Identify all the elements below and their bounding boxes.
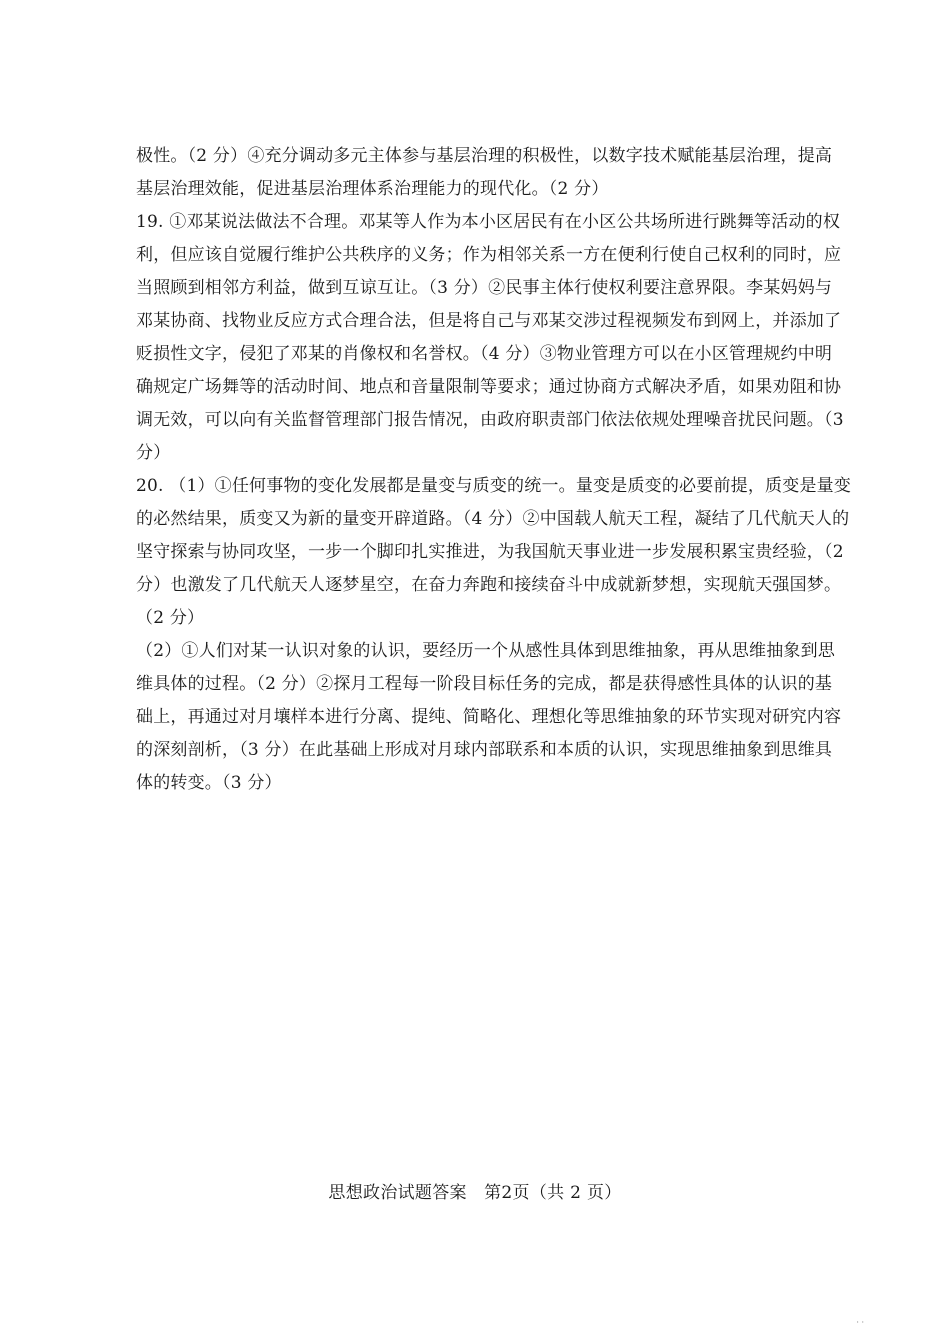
text-line: 维具体的过程。（2 分）②探月工程每一阶段目标任务的完成，都是获得感性具体的认识的基 [136, 674, 833, 694]
text-line: 贬损性文字，侵犯了邓某的肖像权和名誉权。（4 分）③物业管理方可以在小区管理规约中明 [136, 344, 833, 364]
text-line: 20. （1）①任何事物的变化发展都是量变与质变的统一。量变是质变的必要前提，质变是量变 [136, 476, 852, 496]
answer-content [136, 140, 852, 800]
text-line: 基层治理效能，促进基层治理体系治理能力的现代化。（2 分） [136, 179, 609, 199]
text-line: 分） [136, 443, 171, 463]
text-line: 利，但应该自觉履行维护公共秩序的义务；作为相邻关系一方在便利行使自己权利的同时，应 [136, 245, 842, 265]
text-line: 的深刻剖析，（3 分）在此基础上形成对月球内部联系和本质的认识，实现思维抽象到思维具 [136, 740, 833, 760]
text-line: 础上，再通过对月壤样本进行分离、提纯、简略化、理想化等思维抽象的环节实现对研究内容 [136, 707, 842, 727]
text-line: 19. ①邓某说法做法不合理。邓某等人作为本小区居民有在小区公共场所进行跳舞等活动的权 [136, 212, 841, 232]
text-line: 邓某协商、找物业反应方式合理合法，但是将自己与邓某交涉过程视频发布到网上，并添加了 [136, 311, 842, 331]
text-line: 确规定广场舞等的活动时间、地点和音量限制等要求；通过协商方式解决矛盾，如果劝阻和协 [136, 377, 842, 397]
text-line: 分）也激发了几代航天人逐梦星空，在奋力奔跑和接续奋斗中成就新梦想，实现航天强国梦。 [136, 575, 842, 595]
text-line: 极性。（2 分）④充分调动多元主体参与基层治理的积极性，以数字技术赋能基层治理，提高 [136, 146, 833, 166]
text-line: （2 分） [136, 608, 205, 628]
text-line: 的必然结果，质变又为新的量变开辟道路。（4 分）②中国载人航天工程，凝结了几代航天人的 [136, 509, 850, 529]
text-line: 当照顾到相邻方利益，做到互谅互让。（3 分）②民事主体行使权利要注意界限。李某妈妈与 [136, 278, 833, 298]
scan-mark: · · [856, 1318, 864, 1327]
page-footer: 思想政治试题答案 第2页（共 2 页） [328, 1183, 622, 1203]
text-line: 体的转变。（3 分） [136, 773, 282, 793]
text-line: 坚守探索与协同攻坚，一步一个脚印扎实推进，为我国航天事业进一步发展积累宝贵经验，（2 [136, 542, 844, 562]
text-line: 调无效，可以向有关监督管理部门报告情况，由政府职责部门依法依规处理噪音扰民问题。（3 [136, 410, 844, 430]
text-line: （2）①人们对某一认识对象的认识，要经历一个从感性具体到思维抽象，再从思维抽象到思 [136, 641, 836, 661]
